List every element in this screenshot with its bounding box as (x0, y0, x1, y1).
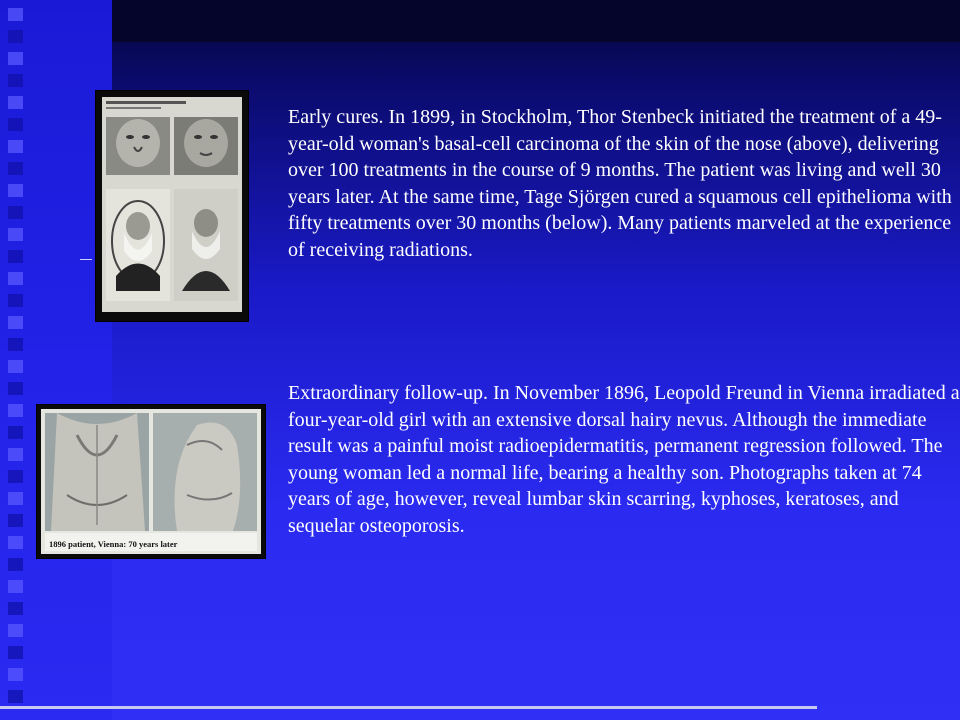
early-cures-paragraph: Early cures. In 1899, in Stockholm, Thor Stenbeck initiated the treatment of a 49-year-old woman's basal-cell carcinoma of the skin of the nose (above), delivering over 100 treatments in the course of 9 months. The patient was living and well 30 years later. At the same time, Tage Sjörgen cured a squamous cell epithelioma with fifty treatments over 30 months (below). Many patients marveled at the experience of receiving radiations. (288, 106, 952, 261)
historical-patients-photo (95, 90, 249, 322)
decorative-squares-column (0, 0, 36, 720)
vienna-photo-caption: 1896 patient, Vienna: 70 years later (49, 539, 178, 549)
bottom-divider-line (0, 706, 817, 709)
top-decorative-band (112, 0, 960, 42)
vienna-patient-photo (36, 404, 266, 559)
small-dash-mark (80, 259, 92, 260)
vienna-patient-image (37, 405, 265, 558)
historical-patients-image (96, 91, 248, 321)
extraordinary-followup-paragraph: Extraordinary follow-up. In November 1896, Leopold Freund in Vienna irradiated a four-year-old girl with an extensive dorsal hairy nevus. Although the immediate result was a painful moist radioepidermatitis, permanent regression followed. The young woman led a normal life, bearing a healthy son. Photographs taken at 74 years of age, however, reveal lumbar skin scarring, kyphoses, keratoses, and sequelar osteoporosis. (288, 382, 960, 537)
